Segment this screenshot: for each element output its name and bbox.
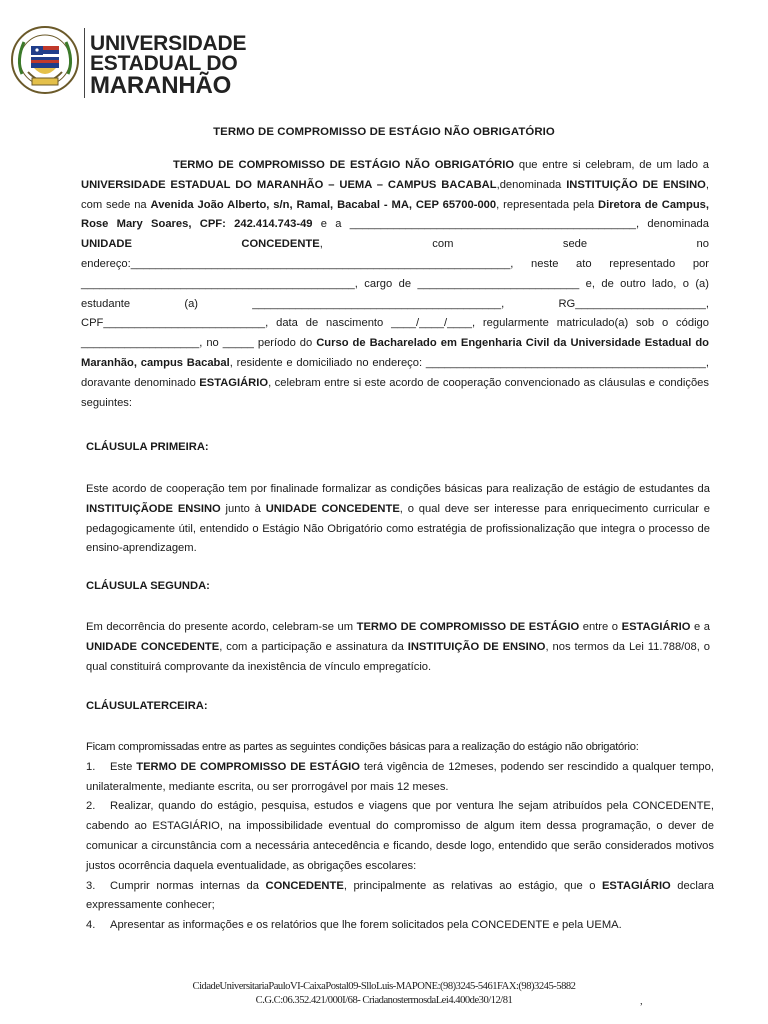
bold-text-run: INSTITUIÇÃO DE ENSINO — [407, 640, 546, 653]
item-number: 4. — [86, 919, 96, 932]
university-name-line-3: MARANHÃO — [90, 72, 232, 99]
text-run: , com sede no endereço:_____________________________________________________________, neste ato representado por ____________________________________________, cargo de __________________________ e, de outro lado, o (a) estudante (a) ________________________________________, RG_____________________, CPF__________________________, data de nascimento ____/____/____, regularmente matriculado(a) sob o código ___________________, no _____ período do — [81, 238, 709, 350]
letterhead — [8, 24, 268, 104]
clause-three-item — [86, 758, 714, 798]
footer-address: CidadeUniversitariaPauloVI-CaixaPostal09-SlloLuis-MAPONE:(98)3245-5461FAX:(98)3245-5882 — [192, 981, 576, 992]
bold-text-run: TERMO DE COMPROMISSO DE ESTÁGIO NÃO OBRIGATÓRIO — [173, 159, 515, 171]
intro-text — [81, 156, 709, 413]
text-run: , principalmente as relativas ao estágio, que o — [343, 879, 602, 892]
document-title: TERMO DE COMPROMISSO DE ESTÁGIO NÃO OBRIGATÓRIO — [213, 126, 555, 138]
text-run: que entre si celebram, de um lado a — [514, 159, 709, 171]
clause-two-title: CLÁUSULA SEGUNDA: — [86, 580, 210, 592]
text-run: entre o — [579, 621, 622, 633]
bold-text-run: CONCEDENTE — [265, 879, 344, 892]
text-run: , residente e domiciliado no endereço: _____________________________________________, doravante denominado — [81, 356, 709, 389]
text-run: Este acordo de cooperação tem por finalinade formalizar as condições básicas para realização de estágio de estudantes da — [86, 483, 710, 495]
clause-three-item — [86, 877, 714, 917]
text-run: , com sede na — [81, 178, 709, 211]
clause-three-item — [86, 916, 714, 936]
footer — [0, 980, 768, 1007]
footer-mark: , — [640, 995, 643, 1007]
bold-text-run: UNIDADE CONCEDENTE — [265, 502, 400, 515]
clause-three-body — [86, 738, 714, 936]
bold-text-run: UNIDADE CONCEDENTE — [86, 640, 220, 653]
clause-three-title: CLÁUSULATERCEIRA: — [86, 700, 208, 712]
item-number: 1. — [86, 760, 96, 773]
text-run: terá vigência de 12meses, podendo ser rescindido a qualquer tempo, unilateralmente, mediante escrita, ou ser prorrogável por mais 12 meses. — [86, 760, 714, 793]
bold-text-run: Curso de Bacharelado em Engenharia Civil da Universidade Estadual do Maranhão, — [81, 337, 709, 369]
bold-text-run: INSTITUIÇÃO DE ENSINO — [566, 178, 706, 191]
clause-one-title: CLÁUSULA PRIMEIRA: — [86, 441, 209, 453]
item-number: 3. — [86, 879, 96, 892]
text-run: , representada pela — [496, 198, 598, 211]
university-name-line-2: ESTADUAL DO — [90, 52, 238, 75]
intro-paragraph — [81, 156, 709, 413]
university-name — [90, 34, 246, 98]
bold-text-run: ESTAGIÁRIO — [199, 376, 269, 389]
footer-registration: C.G.C:06.352.421/000I/68- CriadanostermosdaLei4.400de30/12/81 — [255, 994, 513, 1006]
bold-text-run: ESTAGIÁRIO — [621, 621, 691, 633]
text-run: Em decorrência do presente acordo, celebram-se um — [86, 621, 357, 633]
text-run: Cumprir normas internas da — [110, 879, 266, 892]
text-run: Realizar, quando do estágio, pesquisa, estudos e viagens que por ventura lhe sejam atribuídos pela CONCEDENTE, cabendo ao ESTAGIÁRIO, na impossibilidade eventual do compromisso de algum item dessa programação, o dever de comunicar a circunstância com a necessária antecedência e ficando, desde logo, entendido que serão considerados motivos justos ocorrência daquela eventualidade, as obrigações escolares: — [86, 800, 714, 872]
header-divider — [84, 28, 85, 98]
clause-three-item — [86, 797, 714, 876]
item-number: 2. — [86, 800, 96, 813]
clause-two-body — [86, 618, 710, 677]
text-run: Este — [110, 760, 137, 773]
text-run: , celebram entre si este acordo de cooperação convencionado as cláusulas e condições seguintes: — [81, 376, 709, 409]
bold-text-run: TERMO DE COMPROMISSO DE ESTÁGIO — [136, 760, 360, 773]
text-run: declara expressamente conhecer; — [86, 879, 714, 912]
clause-three-items — [86, 758, 714, 936]
university-name-line-1: UNIVERSIDADE — [90, 32, 247, 55]
text-run: junto à — [220, 502, 266, 515]
bold-text-run: INSTITUIÇÃODE ENSINO — [86, 502, 221, 515]
text-run: , com a participação e assinatura da — [219, 640, 408, 653]
text-run: e a — [690, 621, 710, 633]
bold-text-run: ESTAGIÁRIO — [601, 879, 671, 892]
bold-text-run: Diretora de Campus, Rose Mary Soares, CPF: 242.414.743-49 — [81, 198, 709, 231]
text-run: , o qual deve ser interesse para enriquecimento curricular e pedagogicamente útil, entendido o Estágio Não Obrigatório como estratégia de profissionalização que integra o processo de ensino-aprendizagem. — [86, 502, 710, 555]
university-seal-icon — [10, 24, 80, 100]
bold-text-run: UNIDADE CONCEDENTE — [81, 238, 320, 251]
bold-text-run: TERMO DE COMPROMISSO DE ESTÁGIO — [356, 621, 580, 633]
bold-text-run: campus Bacabal — [140, 356, 230, 369]
bold-text-run: UNIVERSIDADE ESTADUAL DO MARANHÃO – UEMA – CAMPUS BACABAL — [81, 178, 497, 191]
bold-text-run: Avenida João Alberto, s/n, Ramal, Bacabal - MA, CEP 65700-000 — [150, 198, 497, 211]
clause-one-text — [86, 480, 710, 559]
text-run: Apresentar as informações e os relatórios que lhe forem solicitados pela CONCEDENTE e pela UEMA. — [110, 919, 622, 932]
clause-three-intro: Ficam compromissadas entre as partes as seguintes condições básicas para a realização do estágio não obrigatório: — [86, 741, 639, 753]
clause-one-body — [86, 480, 710, 559]
clause-two-text — [86, 618, 710, 677]
text-run: , nos termos da Lei 11.788/08, o qual constituirá comprovante da inexistência de vínculo empregatício. — [86, 640, 710, 673]
text-run: e a ______________________________________________, denominada — [312, 218, 709, 231]
text-run: ,denominada — [496, 178, 567, 191]
